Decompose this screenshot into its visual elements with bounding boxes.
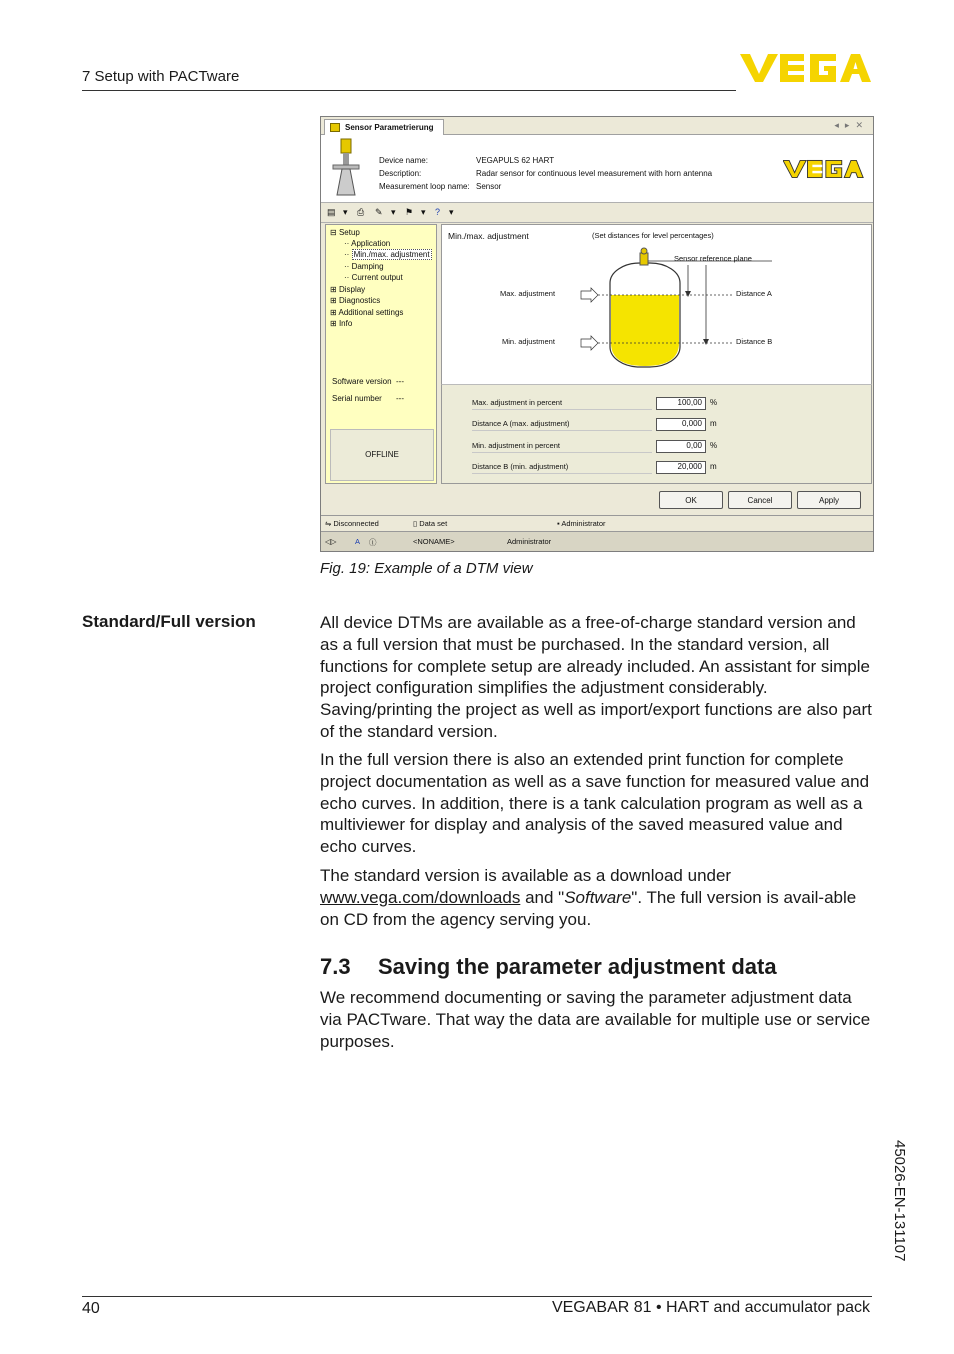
tank-diagram xyxy=(442,225,873,385)
tab-bar xyxy=(321,117,873,135)
tree-item-additional-settings[interactable]: ⊞ Additional settings xyxy=(330,308,404,317)
wrench-icon[interactable]: ✎ xyxy=(375,207,383,217)
distance-a-label: Distance A xyxy=(736,289,772,298)
graphic-hint: (Set distances for level percentages) xyxy=(592,231,714,240)
project-user: Administrator xyxy=(507,537,552,546)
device-name-value: VEGAPULS 62 HART xyxy=(476,156,555,165)
tab-label: Sensor Parametrierung xyxy=(345,123,434,132)
project-name: <NONAME> xyxy=(413,537,455,546)
tree-item-display[interactable]: ⊞ Display xyxy=(330,285,366,294)
dtm-toolbar xyxy=(321,203,873,223)
sensor-tab-icon xyxy=(330,123,340,132)
paragraph-1: All device DTMs are available as a free-of-charge standard version and as a full version that must be purchased. In the standard version, all functions for complete setup are already included. An assistant for simple project configuration simplifies the adjustment considerably. Saving/printing the project as well as import/export functions are also part of the standard version. xyxy=(320,613,872,741)
distance-b-input[interactable]: 20,000 xyxy=(656,461,706,474)
adjustment-graphic xyxy=(441,224,872,384)
dataset-status: ▯ Data set xyxy=(413,519,448,528)
connection-status: ⇋ Disconnected xyxy=(325,519,379,528)
tree-item-info[interactable]: ⊞ Info xyxy=(330,319,353,328)
chevron-down-icon[interactable]: ▾ xyxy=(343,207,348,217)
tree-item-current-output[interactable]: ·· Current output xyxy=(344,273,403,282)
param-row xyxy=(472,461,852,475)
description-label: Description: xyxy=(379,169,422,178)
cancel-button[interactable]: Cancel xyxy=(728,491,792,509)
software-version-value: --- xyxy=(396,377,404,386)
section-heading: 7.3 Saving the parameter adjustment data xyxy=(320,954,777,979)
user-a-icon: A xyxy=(355,537,361,546)
serial-number-label: Serial number xyxy=(332,394,382,403)
figure-caption: Fig. 19: Example of a DTM view xyxy=(320,560,533,577)
param-label: Distance B (min. adjustment) xyxy=(472,462,569,471)
param-unit: % xyxy=(710,441,718,450)
param-unit: m xyxy=(710,419,717,428)
close-icon[interactable]: ✕ xyxy=(855,120,869,130)
tree-item-minmax[interactable]: ·· Min./max. adjustment xyxy=(344,250,430,259)
running-header: 7 Setup with PACTware xyxy=(82,68,240,85)
min-adjustment-label: Min. adjustment xyxy=(502,337,555,346)
device-name-label: Device name: xyxy=(379,156,428,165)
flag-icon[interactable]: ⚑ xyxy=(405,207,414,217)
serial-number-value: --- xyxy=(396,394,404,403)
chevron-down-icon[interactable]: ▾ xyxy=(391,207,396,217)
parameter-panel xyxy=(441,384,872,484)
dtm-window xyxy=(320,116,874,552)
max-percent-input[interactable]: 100,00 xyxy=(656,397,706,410)
param-label: Min. adjustment in percent xyxy=(472,441,560,450)
device-header xyxy=(321,135,873,203)
tree-item-damping[interactable]: ·· Damping xyxy=(344,262,384,271)
software-version-label: Software version xyxy=(332,377,392,386)
min-percent-input[interactable]: 0,00 xyxy=(656,440,706,453)
param-label: Max. adjustment in percent xyxy=(472,398,563,407)
chevron-down-icon[interactable]: ▾ xyxy=(449,207,454,217)
section-paragraph: We recommend documenting or saving the parameter adjustment data via PACTware. That way the data are available for multiple use or service purposes. xyxy=(320,988,871,1051)
ok-button[interactable]: OK xyxy=(659,491,723,509)
paragraph-2: In the full version there is also an extended print function for complete project documentation as well as a save function for measured value and echo curves. In addition, there is a tank calculation program as well as a multiviewer for display and analysis of the saved measured value and echo curves. xyxy=(320,750,870,857)
header-rule xyxy=(82,90,736,91)
param-row xyxy=(472,440,852,454)
prev-icon[interactable]: ◂ xyxy=(834,120,845,130)
reference-plane-label: Sensor reference plane xyxy=(674,254,752,263)
downloads-link[interactable]: www.vega.com/downloads xyxy=(320,887,521,907)
loop-name-label: Measurement loop name: xyxy=(379,182,470,191)
tree-item-diagnostics[interactable]: ⊞ Diagnostics xyxy=(330,296,381,305)
description-value: Radar sensor for continuous level measurement with horn antenna xyxy=(476,169,713,178)
info-icon: ⓘ xyxy=(369,538,377,547)
document-number: 45026-EN-131107 xyxy=(891,1140,908,1262)
offline-status: OFFLINE xyxy=(330,429,434,481)
distance-a-input[interactable]: 0,000 xyxy=(656,418,706,431)
sensor-icon xyxy=(329,137,363,199)
nav-arrows-icon[interactable]: ◁▷ xyxy=(325,537,337,546)
param-row xyxy=(472,418,852,432)
paragraph-3: The standard version is available as a download under www.vega.com/downloads and "Software". The full version is avail-able on CD from the agency serving you. xyxy=(320,866,857,929)
side-heading: Standard/Full version xyxy=(82,612,256,631)
dtm-vega-logo xyxy=(783,157,865,181)
param-label: Distance A (max. adjustment) xyxy=(472,419,570,428)
navigation-tree xyxy=(325,224,437,484)
print-icon[interactable]: ⎙ xyxy=(357,207,365,217)
param-unit: m xyxy=(710,462,717,471)
param-unit: % xyxy=(710,398,718,407)
tree-item-application[interactable]: ·· Application xyxy=(344,239,391,248)
footer-rule xyxy=(82,1296,872,1297)
distance-b-label: Distance B xyxy=(736,337,773,346)
next-icon[interactable]: ▸ xyxy=(844,120,856,130)
help-icon[interactable]: ? xyxy=(435,207,441,217)
project-bar xyxy=(321,531,873,551)
window-controls xyxy=(834,120,869,131)
chevron-down-icon[interactable]: ▾ xyxy=(421,207,426,217)
footer-title: VEGABAR 81 • HART and accumulator pack xyxy=(551,1299,870,1316)
tab-sensor-parametrierung[interactable] xyxy=(324,119,444,135)
tree-item-setup[interactable]: ⊟ Setup xyxy=(330,228,360,237)
status-bar xyxy=(321,515,873,531)
param-row xyxy=(472,397,852,411)
page-number: 40 xyxy=(82,1300,100,1317)
view-icon[interactable]: ▤ xyxy=(327,207,336,217)
user-status: ▪ Administrator xyxy=(557,519,606,528)
graphic-title: Min./max. adjustment xyxy=(448,231,529,241)
loop-name-value: Sensor xyxy=(476,182,502,191)
vega-logo xyxy=(740,50,874,86)
max-adjustment-label: Max. adjustment xyxy=(500,289,556,298)
apply-button[interactable]: Apply xyxy=(797,491,861,509)
